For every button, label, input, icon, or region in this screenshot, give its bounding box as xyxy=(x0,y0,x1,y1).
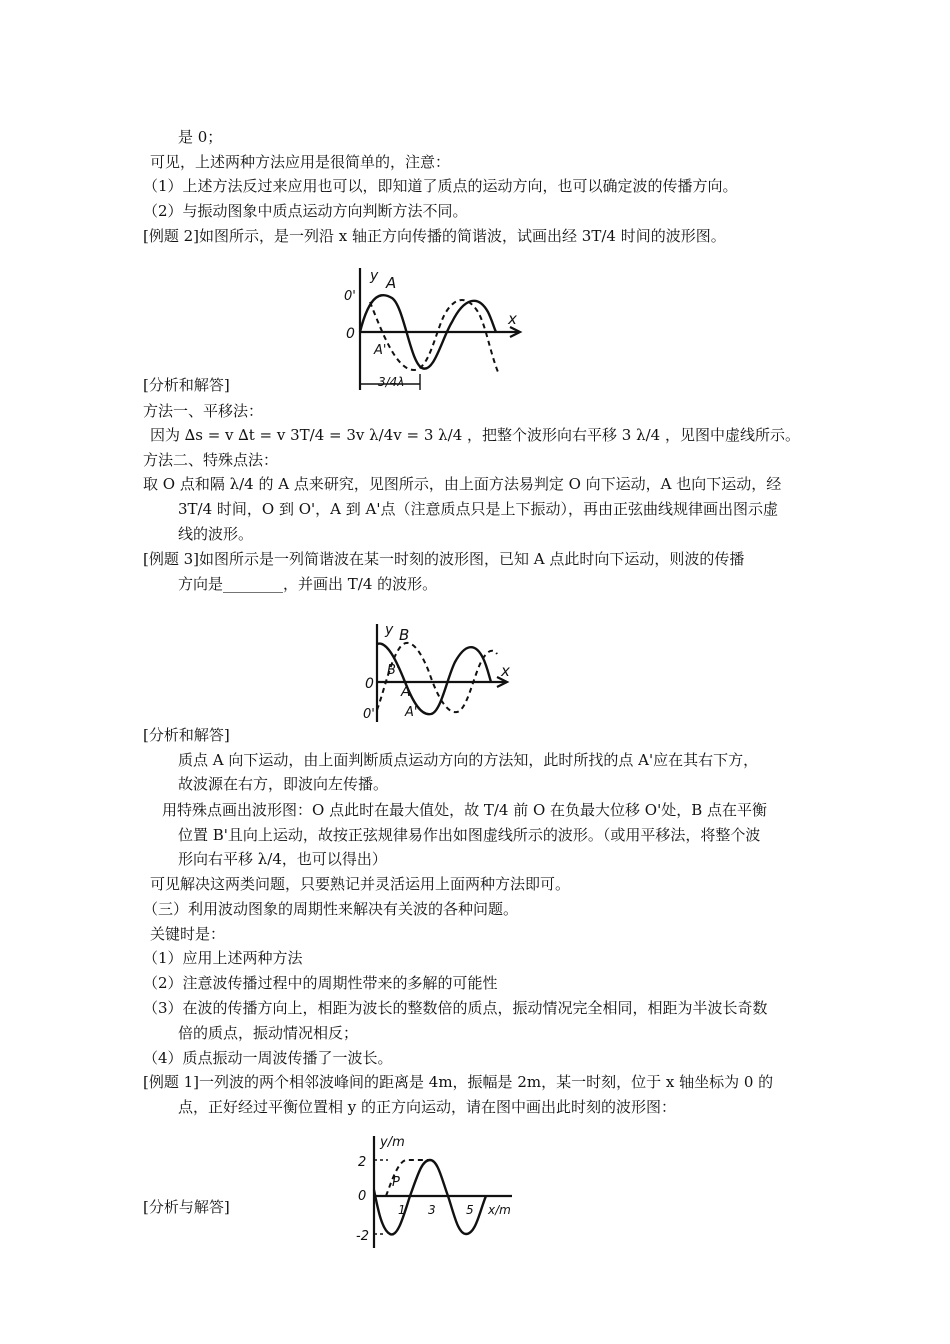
point-a-prime-label: A' xyxy=(405,705,418,720)
y-min-label: -2 xyxy=(356,1229,369,1244)
text-line: 质点 A 向下运动，由上面判断质点运动方向的方法知，此时所找的点 A'应在其右下方， xyxy=(178,751,759,769)
text-line: 线的波形。 xyxy=(178,525,254,543)
text-line: 因为 ∆s = v ∆t = v 3T/4 = 3v λ/4v = 3 λ/4 ，把整个波形向右平移 3 λ/4 ，见图中虚线所示。 xyxy=(150,426,800,444)
point-a-label: A xyxy=(386,274,397,292)
origin-label: 0 xyxy=(346,326,355,342)
text-line: （三）利用波动图象的周期性来解决有关波的各种问题。 xyxy=(143,900,519,918)
point-a-label: A xyxy=(401,684,411,700)
text-line: 3T/4 时间，O 到 O'，A 到 A'点（注意质点只是上下振动），再由正弦曲线规律画出图示虚 xyxy=(178,500,778,518)
text-line: [分析和解答] xyxy=(143,376,230,394)
text-line: （2）与振动图象中质点运动方向判断方法不同。 xyxy=(143,202,468,220)
text-line: （1）上述方法反过来应用也可以，即知道了质点的运动方向，也可以确定波的传播方向。 xyxy=(143,177,738,195)
x-axis-label: x/m xyxy=(488,1203,511,1217)
text-line: 方法二、特殊点法： xyxy=(143,451,279,469)
text-line: 可见解决这两类问题，只要熟记并灵活运用上面两种方法即可。 xyxy=(150,875,571,893)
origin-label: 0 xyxy=(365,676,374,692)
text-line: [分析与解答] xyxy=(143,1198,230,1216)
text-line: （4）质点振动一周波传播了一波长。 xyxy=(143,1049,393,1067)
text-line: （3）在波的传播方向上，相距为波长的整数倍的质点，振动情况完全相同，相距为半波长奇数 xyxy=(143,999,768,1017)
origin-prime-label: 0' xyxy=(344,289,356,304)
text-line: 方向是________，并画出 T/4 的波形。 xyxy=(178,575,438,593)
tick-label-3: 3 xyxy=(428,1203,436,1217)
x-axis-label: x xyxy=(508,310,517,328)
text-line: 是 0； xyxy=(178,128,223,146)
text-line: 方法一、平移法： xyxy=(143,402,264,420)
tick-label-1: 1 xyxy=(398,1203,406,1217)
wave-figure-2 xyxy=(355,618,520,728)
text-line: 位置 B'且向上运动，故按正弦规律易作出如图虚线所示的波形。（或用平移法，将整个波 xyxy=(178,826,761,844)
text-line: 倍的质点，振动情况相反； xyxy=(178,1024,359,1042)
wave-figure-3 xyxy=(348,1130,518,1254)
y-axis-label: y xyxy=(385,622,394,638)
text-line: 可见，上述两种方法应用是很简单的，注意： xyxy=(150,153,451,171)
text-line: 形向右平移 λ/4，也可以得出） xyxy=(178,850,387,868)
text-line: [例题 2]如图所示，是一列沿 x 轴正方向传播的简谐波，试画出经 3T/4 时间的波形图。 xyxy=(143,227,726,245)
text-line: [例题 1]一列波的两个相邻波峰间的距离是 4m，振幅是 2m，某一时刻，位于 x 轴坐标为 0 的 xyxy=(143,1073,774,1091)
y-axis-label: y xyxy=(370,268,379,284)
point-a-prime-label: A' xyxy=(374,343,387,358)
text-line: [分析和解答] xyxy=(143,726,230,744)
y-max-label: 2 xyxy=(358,1155,367,1170)
origin-prime-label: 0' xyxy=(363,707,375,722)
text-line: 取 O 点和隔 λ/4 的 A 点来研究，见图所示，由上面方法易判定 O 向下运动，A 也向下运动，经 xyxy=(143,475,782,493)
solid-wave xyxy=(374,1160,486,1234)
text-line: 关键时是： xyxy=(150,925,226,943)
solid-wave xyxy=(377,644,491,715)
y-axis-label: y/m xyxy=(380,1135,405,1150)
point-b-prime-label: B' xyxy=(387,663,400,678)
text-line: 用特殊点画出波形图：O 点此时在最大值处，故 T/4 前 O 在负最大位移 O'处，B 点在平衡 xyxy=(162,801,768,819)
text-line: （2）注意波传播过程中的周期性带来的多解的可能性 xyxy=(143,974,498,992)
x-axis-label: x xyxy=(501,662,510,680)
origin-label: 0 xyxy=(358,1189,367,1204)
shift-label: 3/4λ xyxy=(378,375,405,389)
text-line: 点，正好经过平衡位置相 y 的正方向运动，请在图中画出此时刻的波形图： xyxy=(178,1098,677,1116)
text-line: 故波源在右方，即波向左传播。 xyxy=(178,775,389,793)
text-line: [例题 3]如图所示是一列简谐波在某一时刻的波形图，已知 A 点此时向下运动，则波的传播 xyxy=(143,550,745,568)
point-b-label: B xyxy=(399,626,410,644)
wave-figure-1 xyxy=(340,262,530,402)
text-line: （1）应用上述两种方法 xyxy=(143,949,303,967)
tick-label-5: 5 xyxy=(466,1203,474,1217)
point-p-label: P xyxy=(392,1175,400,1190)
